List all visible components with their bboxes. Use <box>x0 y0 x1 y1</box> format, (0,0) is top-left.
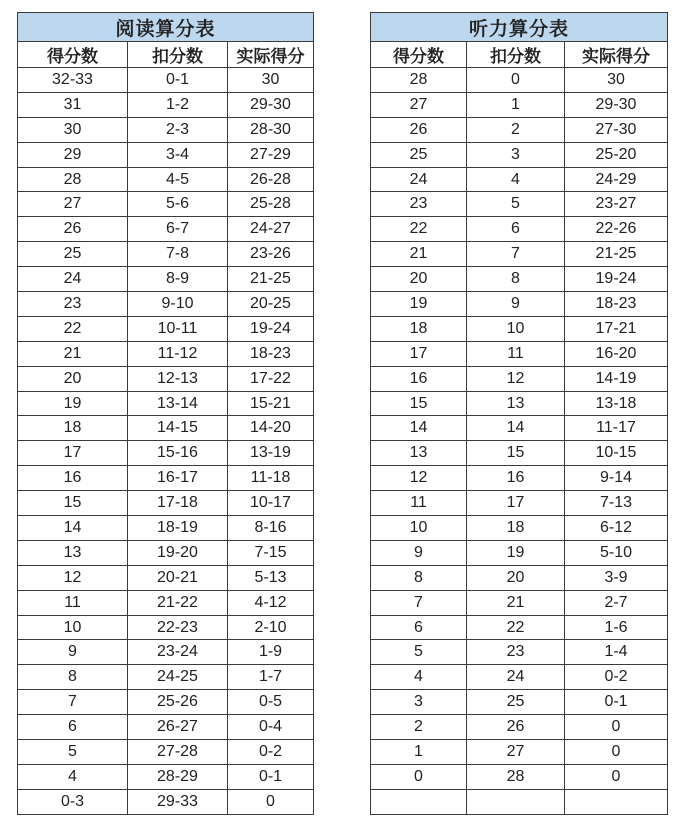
listening-header-deduction: 扣分数 <box>467 42 565 68</box>
raw-score-cell: 11 <box>18 590 128 615</box>
actual-score-cell: 18-23 <box>228 341 314 366</box>
table-row <box>371 391 668 416</box>
raw-score-cell: 10 <box>18 615 128 640</box>
raw-score-cell: 31 <box>18 92 128 117</box>
raw-score-cell: 4 <box>18 764 128 789</box>
deduction-cell: 26 <box>467 715 565 740</box>
deduction-cell: 24 <box>467 665 565 690</box>
actual-score-cell: 10-15 <box>565 441 668 466</box>
raw-score-cell: 26 <box>371 117 467 142</box>
actual-score-cell: 27-30 <box>565 117 668 142</box>
actual-score-cell: 11-18 <box>228 466 314 491</box>
deduction-cell: 7 <box>467 242 565 267</box>
raw-score-cell: 18 <box>371 316 467 341</box>
actual-score-cell: 19-24 <box>565 267 668 292</box>
actual-score-cell: 11-17 <box>565 416 668 441</box>
deduction-cell: 12 <box>467 366 565 391</box>
raw-score-cell: 27 <box>18 192 128 217</box>
table-row <box>18 68 314 93</box>
actual-score-cell: 23-27 <box>565 192 668 217</box>
actual-score-cell: 28-30 <box>228 117 314 142</box>
deduction-cell: 10 <box>467 316 565 341</box>
reading-header-deduction: 扣分数 <box>128 42 228 68</box>
deduction-cell: 6 <box>467 217 565 242</box>
table-row <box>371 441 668 466</box>
listening-table-title: 听力算分表 <box>371 13 668 42</box>
deduction-cell: 1-2 <box>128 92 228 117</box>
table-row <box>371 491 668 516</box>
table-row <box>371 789 668 814</box>
raw-score-cell: 6 <box>18 715 128 740</box>
actual-score-cell: 20-25 <box>228 292 314 317</box>
table-row <box>371 416 668 441</box>
raw-score-cell: 26 <box>18 217 128 242</box>
raw-score-cell: 8 <box>371 565 467 590</box>
actual-score-cell: 17-22 <box>228 366 314 391</box>
reading-header-raw-score: 得分数 <box>18 42 128 68</box>
actual-score-cell: 2-7 <box>565 590 668 615</box>
listening-header-raw-score: 得分数 <box>371 42 467 68</box>
actual-score-cell: 4-12 <box>228 590 314 615</box>
deduction-cell: 19-20 <box>128 540 228 565</box>
raw-score-cell: 22 <box>371 217 467 242</box>
deduction-cell: 8 <box>467 267 565 292</box>
deduction-cell: 28-29 <box>128 764 228 789</box>
table-row <box>18 740 314 765</box>
raw-score-cell: 25 <box>18 242 128 267</box>
actual-score-cell: 24-27 <box>228 217 314 242</box>
actual-score-cell: 0-5 <box>228 690 314 715</box>
raw-score-cell: 20 <box>18 366 128 391</box>
deduction-cell: 18-19 <box>128 516 228 541</box>
deduction-cell: 19 <box>467 540 565 565</box>
listening-header-actual-score: 实际得分 <box>565 42 668 68</box>
table-row <box>371 366 668 391</box>
actual-score-cell: 2-10 <box>228 615 314 640</box>
listening-score-table <box>370 12 668 815</box>
table-row <box>18 316 314 341</box>
actual-score-cell <box>565 789 668 814</box>
raw-score-cell: 20 <box>371 267 467 292</box>
table-row <box>18 466 314 491</box>
raw-score-cell: 9 <box>18 640 128 665</box>
deduction-cell: 5 <box>467 192 565 217</box>
reading-score-table <box>17 12 314 815</box>
deduction-cell: 4-5 <box>128 167 228 192</box>
table-row <box>371 665 668 690</box>
raw-score-cell: 1 <box>371 740 467 765</box>
table-row <box>371 292 668 317</box>
table-row <box>371 167 668 192</box>
actual-score-cell: 0-1 <box>565 690 668 715</box>
table-row <box>371 640 668 665</box>
raw-score-cell: 13 <box>371 441 467 466</box>
raw-score-cell <box>371 789 467 814</box>
raw-score-cell: 23 <box>371 192 467 217</box>
deduction-cell: 25-26 <box>128 690 228 715</box>
deduction-cell: 0-1 <box>128 68 228 93</box>
deduction-cell: 2-3 <box>128 117 228 142</box>
table-row <box>18 267 314 292</box>
table-row <box>18 615 314 640</box>
actual-score-cell: 0-2 <box>228 740 314 765</box>
raw-score-cell: 7 <box>371 590 467 615</box>
raw-score-cell: 12 <box>18 565 128 590</box>
actual-score-cell: 6-12 <box>565 516 668 541</box>
raw-score-cell: 15 <box>18 491 128 516</box>
table-row <box>18 690 314 715</box>
actual-score-cell: 0-2 <box>565 665 668 690</box>
deduction-cell: 28 <box>467 764 565 789</box>
actual-score-cell: 7-15 <box>228 540 314 565</box>
raw-score-cell: 14 <box>371 416 467 441</box>
deduction-cell: 26-27 <box>128 715 228 740</box>
raw-score-cell: 21 <box>18 341 128 366</box>
deduction-cell: 16-17 <box>128 466 228 491</box>
raw-score-cell: 16 <box>18 466 128 491</box>
actual-score-cell: 17-21 <box>565 316 668 341</box>
reading-header-actual-score: 实际得分 <box>228 42 314 68</box>
actual-score-cell: 1-9 <box>228 640 314 665</box>
table-row <box>18 590 314 615</box>
deduction-cell: 29-33 <box>128 789 228 814</box>
actual-score-cell: 21-25 <box>565 242 668 267</box>
actual-score-cell: 19-24 <box>228 316 314 341</box>
deduction-cell: 22 <box>467 615 565 640</box>
table-row <box>18 640 314 665</box>
raw-score-cell: 3 <box>371 690 467 715</box>
deduction-cell: 2 <box>467 117 565 142</box>
table-row <box>371 516 668 541</box>
table-row <box>18 540 314 565</box>
table-row <box>18 217 314 242</box>
table-row <box>18 665 314 690</box>
table-row <box>371 715 668 740</box>
deduction-cell: 15 <box>467 441 565 466</box>
table-row <box>371 142 668 167</box>
deduction-cell: 6-7 <box>128 217 228 242</box>
actual-score-cell: 0 <box>565 764 668 789</box>
deduction-cell: 9-10 <box>128 292 228 317</box>
table-row <box>18 391 314 416</box>
raw-score-cell: 0 <box>371 764 467 789</box>
actual-score-cell: 0 <box>228 789 314 814</box>
actual-score-cell: 18-23 <box>565 292 668 317</box>
actual-score-cell: 23-26 <box>228 242 314 267</box>
actual-score-cell: 22-26 <box>565 217 668 242</box>
raw-score-cell: 0-3 <box>18 789 128 814</box>
deduction-cell: 20-21 <box>128 565 228 590</box>
deduction-cell: 7-8 <box>128 242 228 267</box>
table-row <box>371 92 668 117</box>
raw-score-cell: 2 <box>371 715 467 740</box>
actual-score-cell: 7-13 <box>565 491 668 516</box>
raw-score-cell: 24 <box>371 167 467 192</box>
table-row <box>371 740 668 765</box>
deduction-cell: 23-24 <box>128 640 228 665</box>
actual-score-cell: 25-28 <box>228 192 314 217</box>
actual-score-cell: 0 <box>565 715 668 740</box>
table-row <box>18 516 314 541</box>
table-row <box>18 764 314 789</box>
deduction-cell: 5-6 <box>128 192 228 217</box>
raw-score-cell: 17 <box>371 341 467 366</box>
deduction-cell: 21 <box>467 590 565 615</box>
actual-score-cell: 26-28 <box>228 167 314 192</box>
deduction-cell: 22-23 <box>128 615 228 640</box>
listening-title-row <box>371 13 668 42</box>
table-row <box>18 242 314 267</box>
raw-score-cell: 17 <box>18 441 128 466</box>
raw-score-cell: 27 <box>371 92 467 117</box>
table-row <box>18 192 314 217</box>
table-row <box>18 117 314 142</box>
deduction-cell: 14 <box>467 416 565 441</box>
raw-score-cell: 23 <box>18 292 128 317</box>
table-row <box>371 565 668 590</box>
raw-score-cell: 28 <box>18 167 128 192</box>
raw-score-cell: 28 <box>371 68 467 93</box>
actual-score-cell: 8-16 <box>228 516 314 541</box>
table-row <box>371 764 668 789</box>
actual-score-cell: 27-29 <box>228 142 314 167</box>
table-row <box>371 615 668 640</box>
raw-score-cell: 11 <box>371 491 467 516</box>
table-row <box>371 117 668 142</box>
actual-score-cell: 24-29 <box>565 167 668 192</box>
table-row <box>371 590 668 615</box>
deduction-cell: 27-28 <box>128 740 228 765</box>
actual-score-cell: 25-20 <box>565 142 668 167</box>
actual-score-cell: 30 <box>228 68 314 93</box>
deduction-cell: 20 <box>467 565 565 590</box>
deduction-cell: 17 <box>467 491 565 516</box>
raw-score-cell: 6 <box>371 615 467 640</box>
raw-score-cell: 19 <box>18 391 128 416</box>
actual-score-cell: 5-10 <box>565 540 668 565</box>
table-row <box>371 466 668 491</box>
table-row <box>18 789 314 814</box>
raw-score-cell: 13 <box>18 540 128 565</box>
listening-header-row <box>371 42 668 68</box>
deduction-cell: 14-15 <box>128 416 228 441</box>
table-row <box>371 316 668 341</box>
raw-score-cell: 5 <box>18 740 128 765</box>
reading-table-title: 阅读算分表 <box>18 13 314 42</box>
raw-score-cell: 4 <box>371 665 467 690</box>
table-row <box>371 68 668 93</box>
actual-score-cell: 0-1 <box>228 764 314 789</box>
deduction-cell: 8-9 <box>128 267 228 292</box>
deduction-cell: 9 <box>467 292 565 317</box>
reading-table-body <box>18 68 314 815</box>
raw-score-cell: 15 <box>371 391 467 416</box>
reading-header-row <box>18 42 314 68</box>
table-row <box>18 142 314 167</box>
deduction-cell: 13-14 <box>128 391 228 416</box>
reading-title-row <box>18 13 314 42</box>
actual-score-cell: 21-25 <box>228 267 314 292</box>
table-row <box>18 416 314 441</box>
table-row <box>18 441 314 466</box>
table-row <box>18 366 314 391</box>
deduction-cell: 25 <box>467 690 565 715</box>
table-row <box>371 690 668 715</box>
deduction-cell: 11-12 <box>128 341 228 366</box>
deduction-cell: 24-25 <box>128 665 228 690</box>
actual-score-cell: 14-19 <box>565 366 668 391</box>
actual-score-cell: 13-18 <box>565 391 668 416</box>
table-row <box>371 540 668 565</box>
deduction-cell: 21-22 <box>128 590 228 615</box>
table-row <box>371 192 668 217</box>
raw-score-cell: 12 <box>371 466 467 491</box>
table-row <box>18 491 314 516</box>
raw-score-cell: 32-33 <box>18 68 128 93</box>
raw-score-cell: 29 <box>18 142 128 167</box>
actual-score-cell: 14-20 <box>228 416 314 441</box>
raw-score-cell: 25 <box>371 142 467 167</box>
actual-score-cell: 1-7 <box>228 665 314 690</box>
actual-score-cell: 29-30 <box>228 92 314 117</box>
actual-score-cell: 1-6 <box>565 615 668 640</box>
actual-score-cell: 16-20 <box>565 341 668 366</box>
table-row <box>18 92 314 117</box>
actual-score-cell: 9-14 <box>565 466 668 491</box>
raw-score-cell: 5 <box>371 640 467 665</box>
deduction-cell: 27 <box>467 740 565 765</box>
deduction-cell: 23 <box>467 640 565 665</box>
deduction-cell <box>467 789 565 814</box>
raw-score-cell: 24 <box>18 267 128 292</box>
actual-score-cell: 30 <box>565 68 668 93</box>
deduction-cell: 0 <box>467 68 565 93</box>
raw-score-cell: 19 <box>371 292 467 317</box>
deduction-cell: 3-4 <box>128 142 228 167</box>
table-row <box>18 292 314 317</box>
raw-score-cell: 10 <box>371 516 467 541</box>
actual-score-cell: 5-13 <box>228 565 314 590</box>
deduction-cell: 10-11 <box>128 316 228 341</box>
table-row <box>371 341 668 366</box>
deduction-cell: 13 <box>467 391 565 416</box>
raw-score-cell: 9 <box>371 540 467 565</box>
actual-score-cell: 13-19 <box>228 441 314 466</box>
raw-score-cell: 14 <box>18 516 128 541</box>
deduction-cell: 16 <box>467 466 565 491</box>
deduction-cell: 11 <box>467 341 565 366</box>
table-row <box>18 715 314 740</box>
table-row <box>371 242 668 267</box>
table-row <box>18 565 314 590</box>
raw-score-cell: 16 <box>371 366 467 391</box>
raw-score-cell: 18 <box>18 416 128 441</box>
actual-score-cell: 0-4 <box>228 715 314 740</box>
listening-table-body <box>371 68 668 815</box>
actual-score-cell: 10-17 <box>228 491 314 516</box>
table-row <box>371 267 668 292</box>
table-row <box>18 167 314 192</box>
raw-score-cell: 30 <box>18 117 128 142</box>
raw-score-cell: 22 <box>18 316 128 341</box>
deduction-cell: 17-18 <box>128 491 228 516</box>
deduction-cell: 4 <box>467 167 565 192</box>
table-row <box>371 217 668 242</box>
actual-score-cell: 15-21 <box>228 391 314 416</box>
deduction-cell: 3 <box>467 142 565 167</box>
deduction-cell: 1 <box>467 92 565 117</box>
deduction-cell: 15-16 <box>128 441 228 466</box>
raw-score-cell: 8 <box>18 665 128 690</box>
raw-score-cell: 7 <box>18 690 128 715</box>
actual-score-cell: 3-9 <box>565 565 668 590</box>
raw-score-cell: 21 <box>371 242 467 267</box>
actual-score-cell: 29-30 <box>565 92 668 117</box>
actual-score-cell: 0 <box>565 740 668 765</box>
deduction-cell: 12-13 <box>128 366 228 391</box>
actual-score-cell: 1-4 <box>565 640 668 665</box>
deduction-cell: 18 <box>467 516 565 541</box>
table-row <box>18 341 314 366</box>
